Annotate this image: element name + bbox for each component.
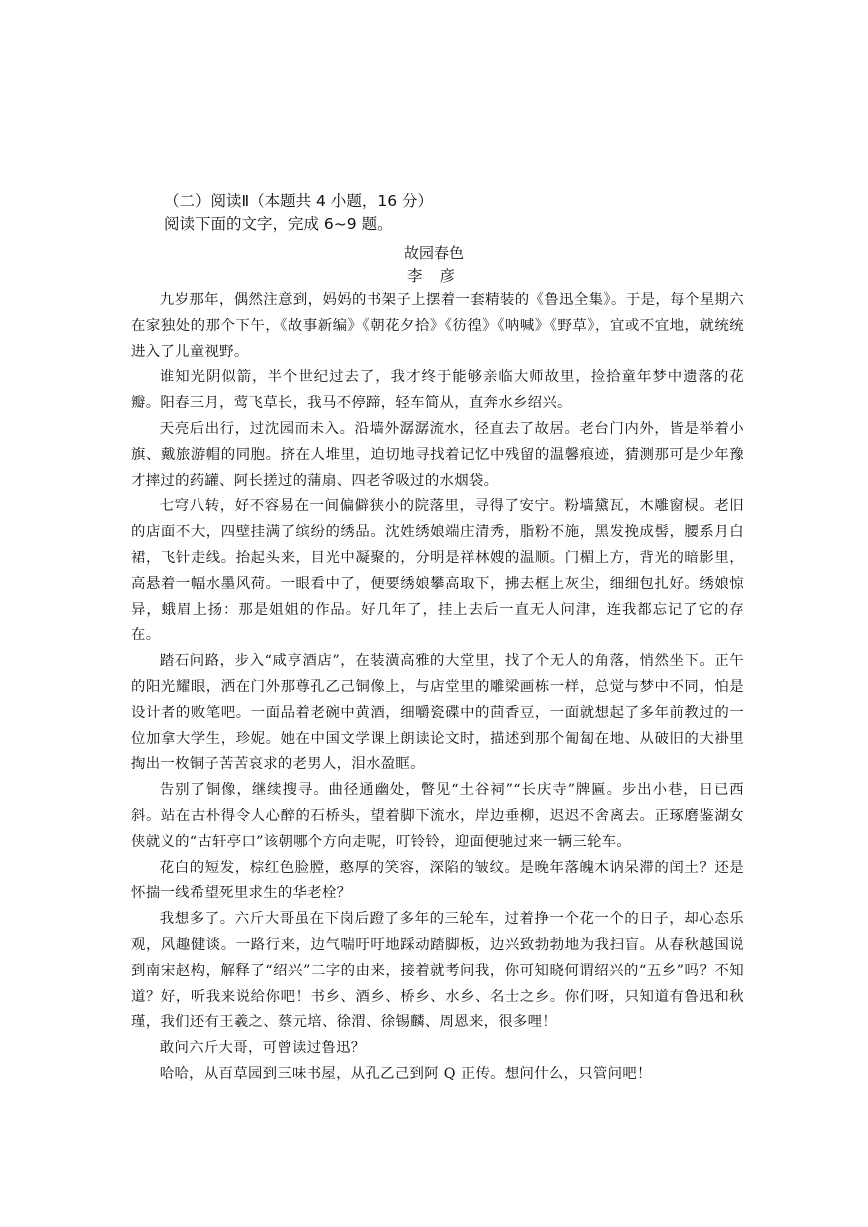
paragraph: 哈哈，从百草园到三味书屋，从孔乙己到阿 Q 正传。想问什么，只管问吧！ [159,1065,652,1082]
article-body [131,288,744,1088]
paragraph: 七穹八转，好不容易在一间偏僻狭小的院落里，寻得了安宁。粉墙黛瓦，木雕窗棂。老旧的店面不大，四壁挂满了缤纷的绣品。沈姓绣娘端庄清秀，脂粉不施，黑发挽成髻，腰系月白裙，飞针走线。抬起头来，目光中凝聚的，分明是祥林嫂的温顺。门楣上方，背光的暗影里，高悬着一幅水墨风荷。一眼看中了，便要绣娘攀高取下，拂去框上灰尘，细细包扎好。绣娘惊异，蛾眉上扬：那是姐姐的作品。好几年了，挂上去后一直无人问津，连我都忘记了它的存在。 [131,498,744,644]
section-heading: （二）阅读Ⅱ（本题共 4 小题，16 分） [164,192,433,210]
paragraph: 花白的短发，棕红色脸膛，憨厚的笑容，深陷的皱纹。是晚年落魄木讷呆滞的闰土？还是怀揣一线希望死里求生的华老栓？ [131,859,744,902]
paragraph: 踏石问路，步入“咸亨酒店”，在装潢高雅的大堂里，找了个无人的角落，悄然坐下。正午的阳光耀眼，洒在门外那尊孔乙己铜像上，与店堂里的雕梁画栋一样，总觉与梦中不同，怕是设计者的败笔吧。一面品着老碗中黄酒，细嚼瓷碟中的茴香豆，一面就想起了多年前教过的一位加拿大学生，珍妮。她在中国文学课上朗读论文时，描述到那个匍匐在地、从破旧的大褂里掏出一枚铜子苦苦哀求的老男人，泪水盈眶。 [131,653,744,773]
reading-instruction: 阅读下面的文字，完成 6~9 题。 [164,215,393,233]
paragraph: 九岁那年，偶然注意到，妈妈的书架子上摆着一套精装的《鲁迅全集》。于是，每个星期六在家独处的那个下午，《故事新编》《朝花夕拾》《彷徨》《呐喊》《野草》，宜或不宜地，就统统进入了儿童视野。 [131,292,744,360]
paragraph: 谁知光阴似箭，半个世纪过去了，我才终于能够亲临大师故里，捡拾童年梦中遗落的花瓣。阳春三月，莺飞草长，我马不停蹄，轻车简从，直奔水乡绍兴。 [131,369,744,412]
paragraph: 我想多了。六斤大哥虽在下岗后蹬了多年的三轮车，过着挣一个花一个的日子，却心态乐观，风趣健谈。一路行来，边气喘吁吁地踩动踏脚板，边兴致勃勃地为我扫盲。从春秋越国说到南宋赵构，解释了“绍兴”二字的由来，接着就考问我，你可知晓何谓绍兴的“五乡”吗？不知道？好，听我来说给你吧！书乡、酒乡、桥乡、水乡、名士之乡。你们呀，只知道有鲁迅和秋瑾，我们还有王羲之、蔡元培、徐渭、徐锡麟、周恩来，很多哩！ [131,911,744,1031]
article-author: 李 彦 [407,267,461,285]
paragraph: 告别了铜像，继续搜寻。曲径通幽处，瞥见“土谷祠”“长庆寺”牌匾。步出小巷，日已西斜。站在古朴得令人心醉的石桥头，望着脚下流水，岸边垂柳，迟迟不舍离去。正琢磨鉴湖女侠就义的“古轩亭口”该朝哪个方向走呢，叮铃铃，迎面便驰过来一辆三轮车。 [131,782,744,850]
paragraph: 敢问六斤大哥，可曾读过鲁迅？ [159,1040,366,1057]
paragraph: 天亮后出行，过沈园而未入。沿墙外潺潺流水，径直去了故居。老台门内外，皆是举着小旗、戴旅游帽的同胞。挤在人堆里，迫切地寻找着记忆中残留的温馨痕迹，猜测那可是少年豫才摔过的药罐、阿长搓过的蒲扇、四老爷吸过的水烟袋。 [131,420,744,489]
article-title: 故园春色 [403,244,464,262]
